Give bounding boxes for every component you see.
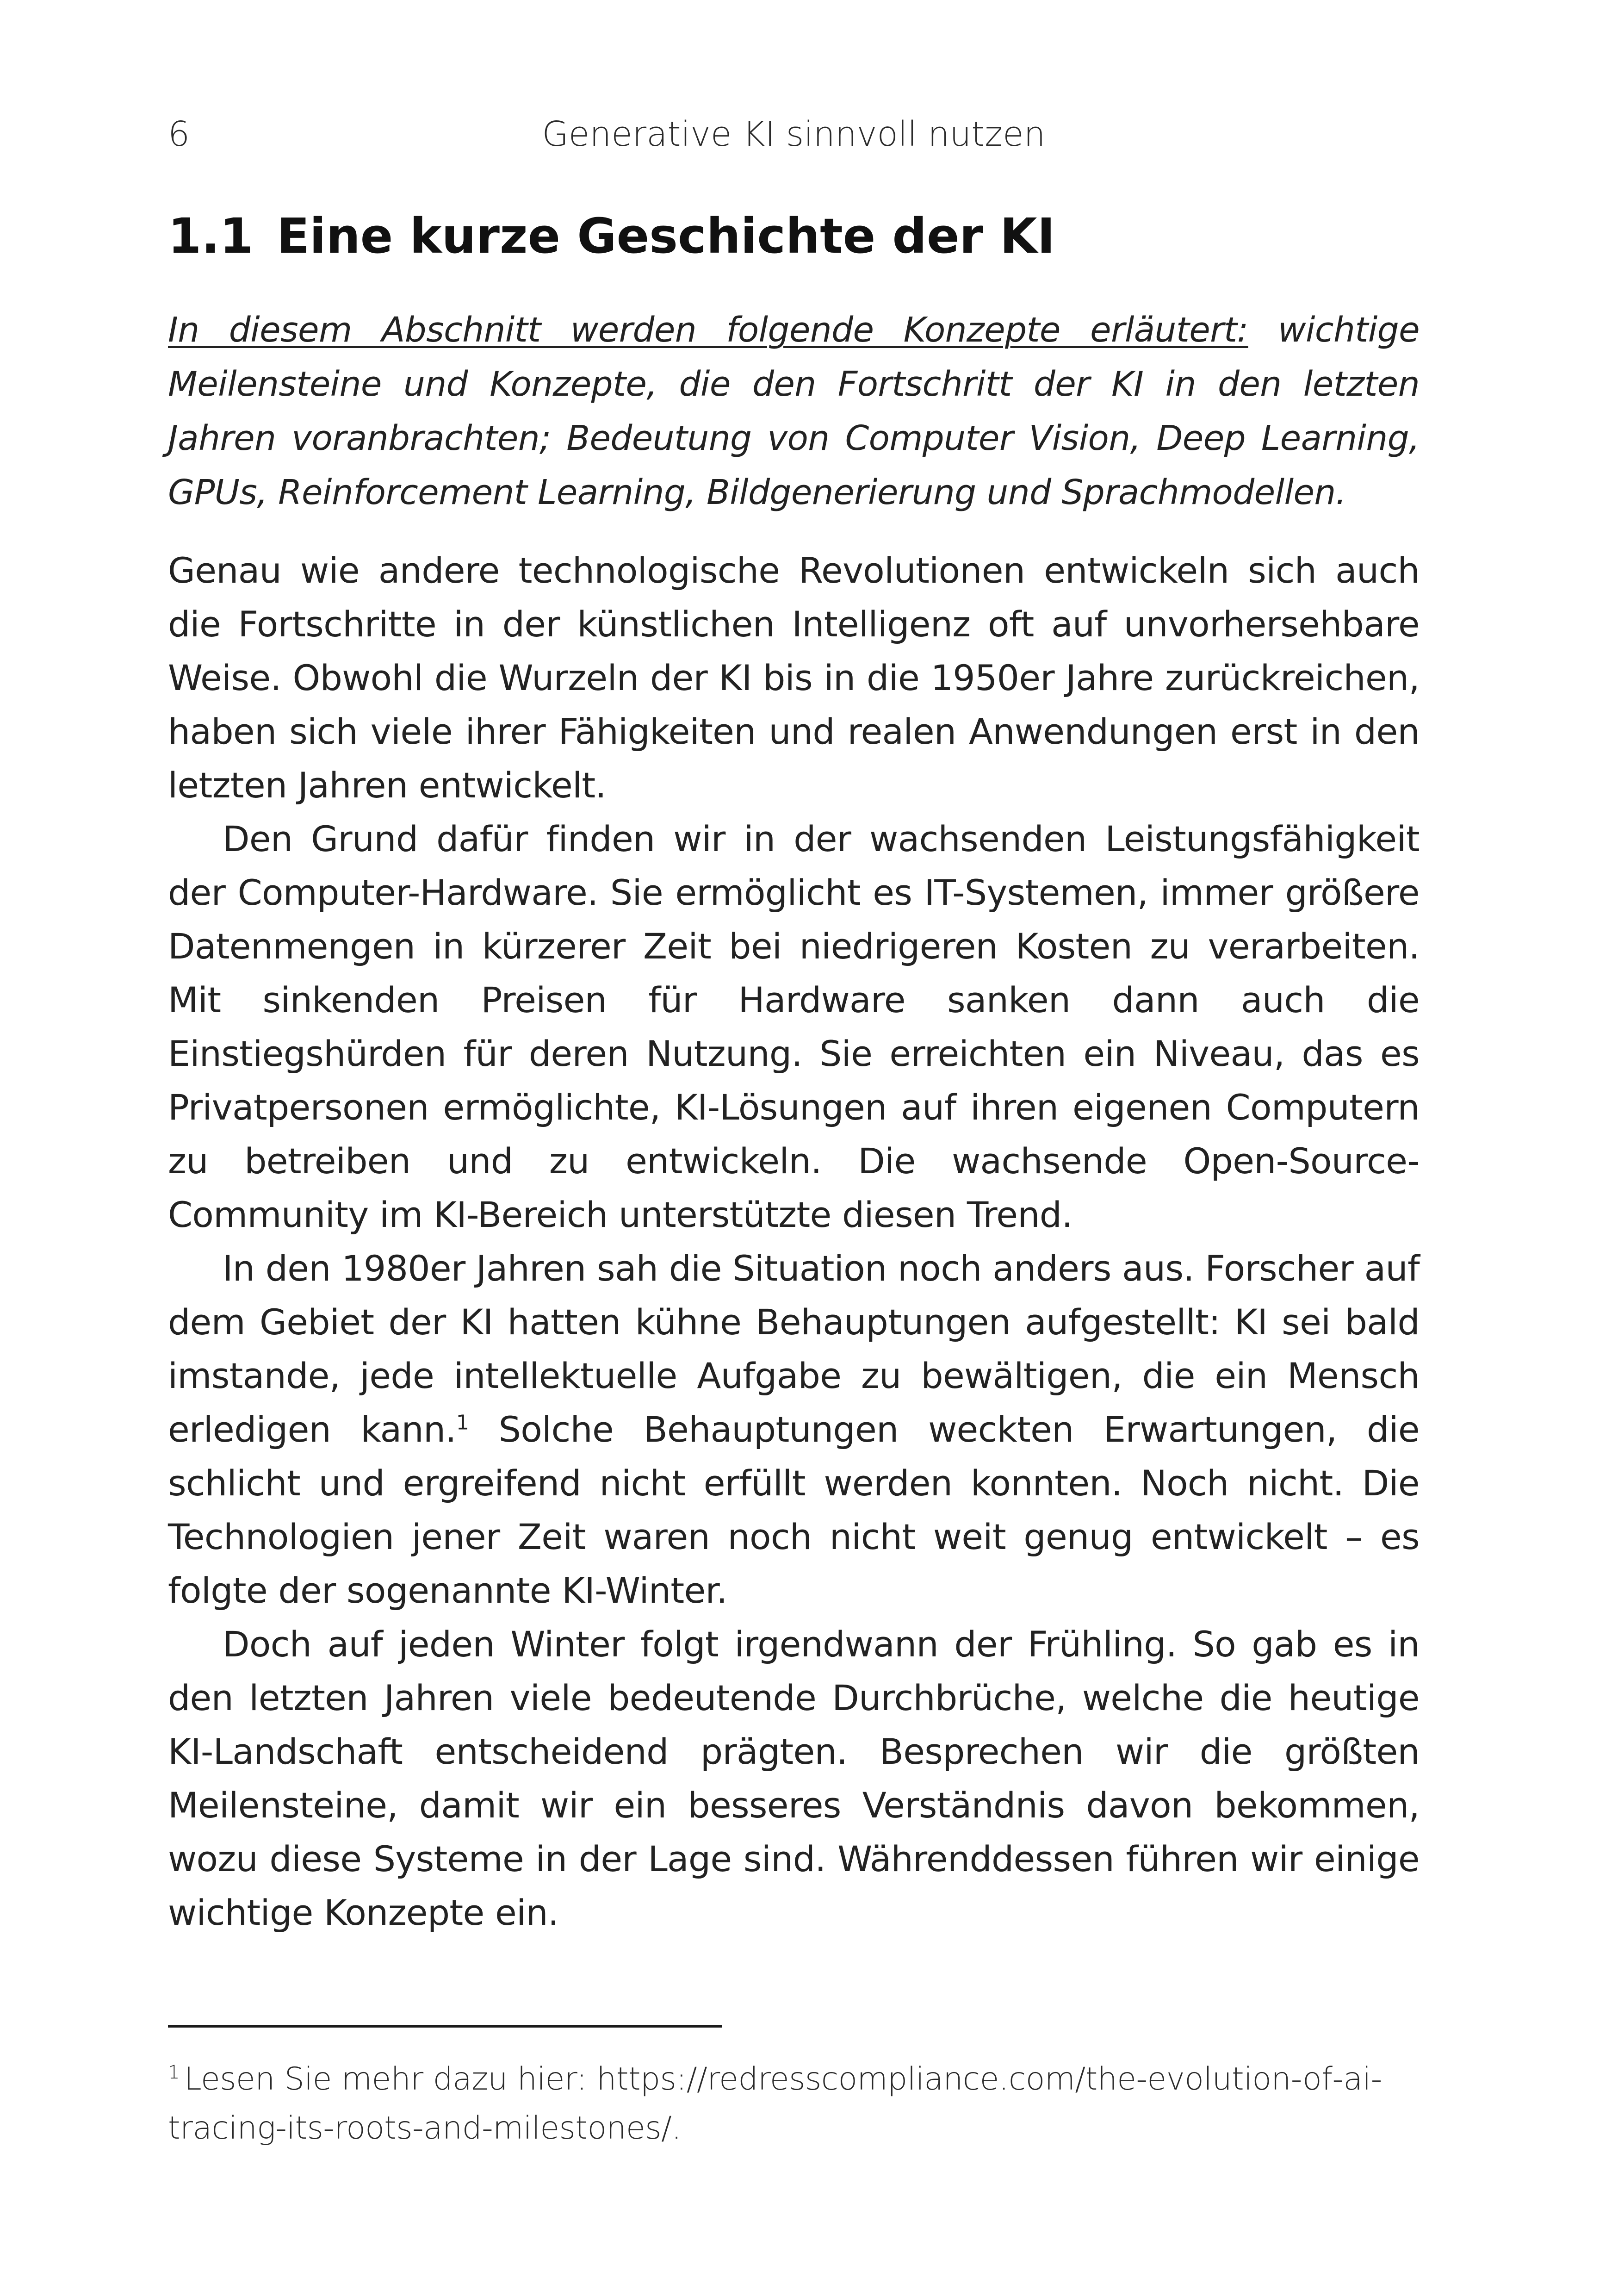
running-head [168,109,1420,160]
paragraph-3-part-2: Solche Behauptungen weckten Erwartungen, die schlicht und ergreifend nicht erfüllt werden konnten. Noch nicht. Die Technologien jener Zeit waren noch nicht weit genug entwickelt – es folgte der sogenannte KI-Winter. [168,1409,1420,1611]
footnote [168,2055,1420,2153]
abstract-lead: In diesem Abschnitt werden folgende Konzepte erläutert: [168,310,1248,350]
section-title: Eine kurze Geschichte der KI [277,208,1055,264]
section-number: 1.1 [168,208,254,264]
section-abstract [168,303,1420,520]
paragraph-3-part-1: In den 1980er Jahren sah die Situation noch anders aus. Forscher auf dem Gebiet der KI hatten kühne Behauptungen aufgestellt: KI sei bald imstande, jede intellektuelle Aufgabe zu bewältigen, die ein Mensch erledigen kann. [168,1248,1420,1450]
body-text [168,544,1420,1940]
footnote-line-1 [168,2055,1420,2104]
paragraph-1: Genau wie andere technologische Revolutionen entwickeln sich auch die Fortschritte in der künstlichen Intelligenz oft auf unvorhersehbare Weise. Obwohl die Wurzeln der KI bis in die 1950er Jahre zurückreichen, haben sich viele ihrer Fähigkeiten und realen Anwendungen erst in den letzten Jahren entwickelt. [168,550,1420,806]
paragraph-3 [168,1242,1420,1618]
footnote-text-2[interactable]: tracing-its-roots-and-milestones/. [168,2110,682,2147]
footnote-text-1[interactable]: Lesen Sie mehr dazu hier: https://redresscompliance.com/the-evolution-of-ai- [184,2061,1382,2097]
footnote-reference[interactable]: 1 [456,1411,469,1435]
page-number: 6 [168,114,190,154]
running-title: Generative KI sinnvoll nutzen [542,114,1046,154]
section-heading [168,204,1420,268]
paragraph-4: Doch auf jeden Winter folgt irgendwann der Frühling. So gab es in den letzten Jahren viele bedeutende Durchbrüche, welche die heutige KI-Landschaft entscheidend prägten. Besprechen wir die größten Meilensteine, damit wir ein besseres Verständnis davon bekommen, wozu diese Systeme in der Lage sind. Währenddessen führen wir einige wichtige Konzepte ein. [168,1624,1420,1933]
footnote-divider [168,2025,722,2028]
abstract-text: wichtige Meilensteine und Konzepte, die den Fortschritt der KI in den letzten Jahren voranbrachten; Bedeutung von Computer Vision, Deep Learning, GPUs, Reinforcement Learning, Bildgenerierung und Sprachmodellen. [168,310,1420,512]
paragraph-2: Den Grund dafür finden wir in der wachsenden Leistungsfähigkeit der Computer-Hardware. Sie ermöglicht es IT-Systemen, immer größere Datenmengen in kürzerer Zeit bei niedrigeren Kosten zu verarbeiten. Mit sinkenden Preisen für Hardware sanken dann auch die Einstiegshürden für deren Nutzung. Sie erreichten ein Niveau, das es Privatpersonen ermöglichte, KI-Lösungen auf ihren eigenen Computern zu betreiben und zu entwickeln. Die wachsende Open-Source-Community im KI-Bereich unterstützte diesen Trend. [168,818,1420,1235]
footnote-mark: 1 [168,2062,180,2084]
